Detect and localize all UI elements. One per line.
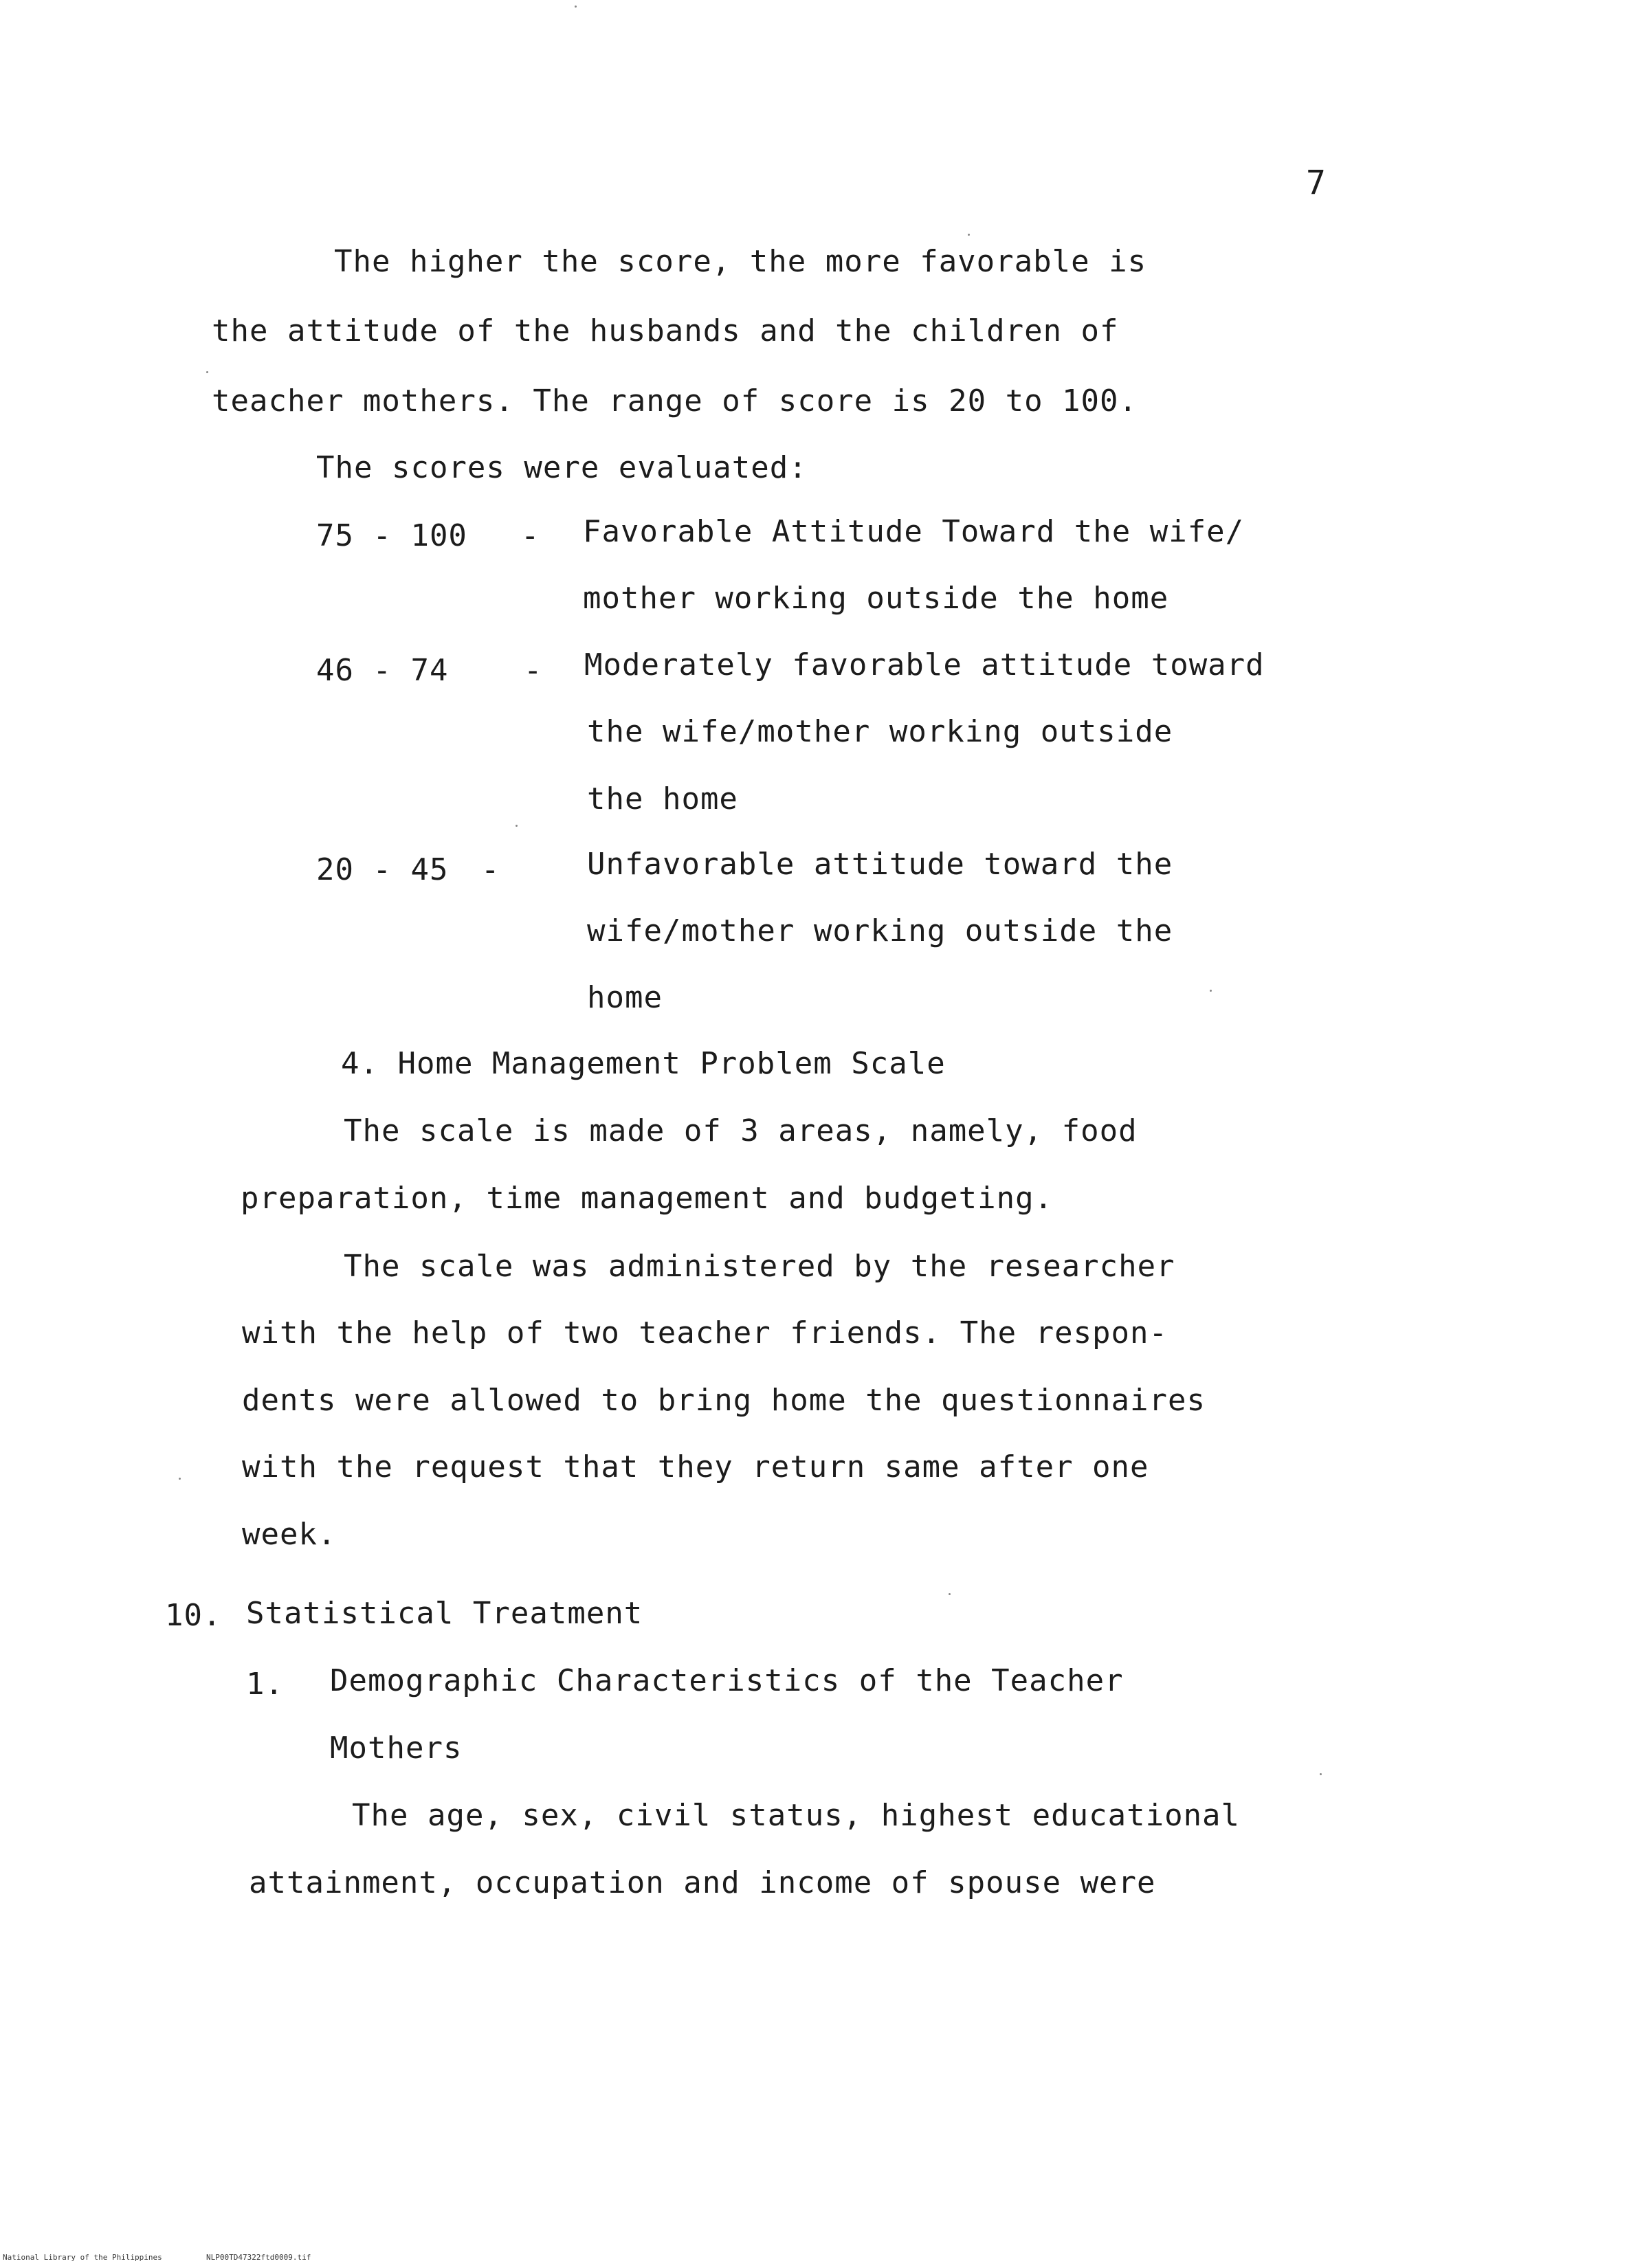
scan-speck xyxy=(968,234,970,236)
paragraph-line: The higher the score, the more favorable is xyxy=(334,244,1147,279)
scan-speck xyxy=(179,1478,181,1480)
score-range-dash: - xyxy=(481,852,500,887)
score-range-label: 20 - 45 xyxy=(316,852,449,887)
section-number: 10. xyxy=(165,1598,222,1633)
score-range-dash: - xyxy=(521,518,540,553)
scores-intro: The scores were evaluated: xyxy=(316,450,808,485)
score-range-description: Unfavorable attitude toward the xyxy=(587,847,1173,882)
scan-speck xyxy=(1320,1773,1322,1775)
paragraph-line: dents were allowed to bring home the questionnaires xyxy=(242,1383,1206,1418)
score-range-description: home xyxy=(587,980,663,1015)
footer-source: National Library of the Philippines xyxy=(3,2253,162,2262)
scan-speck xyxy=(516,825,518,827)
score-range-description: Favorable Attitude Toward the wife/ xyxy=(583,514,1245,549)
paragraph-line: week. xyxy=(242,1517,337,1552)
score-range-description: mother working outside the home xyxy=(583,581,1169,616)
paragraph-line: with the help of two teacher friends. The respon- xyxy=(242,1315,1168,1350)
scan-speck xyxy=(1210,990,1212,992)
subsection-heading: Demographic Characteristics of the Teacher xyxy=(330,1663,1124,1698)
paragraph-line: teacher mothers. The range of score is 20 to 100. xyxy=(212,383,1138,419)
paragraph-line: The scale was administered by the researcher xyxy=(344,1249,1175,1284)
section-heading: 4. Home Management Problem Scale xyxy=(341,1046,946,1081)
score-range-description: wife/mother working outside the xyxy=(587,913,1173,948)
page-number: 7 xyxy=(1306,164,1326,202)
paragraph-line: The scale is made of 3 areas, namely, food xyxy=(344,1113,1138,1148)
scan-speck xyxy=(575,5,577,8)
subsection-number: 1. xyxy=(246,1667,284,1702)
subsection-heading: Mothers xyxy=(330,1731,463,1766)
score-range-label: 75 - 100 xyxy=(316,518,467,553)
scan-speck xyxy=(206,371,208,373)
footer-filename: NLP00TD47322ftd0009.tif xyxy=(206,2253,311,2262)
score-range-label: 46 - 74 xyxy=(316,653,449,688)
paragraph-line: The age, sex, civil status, highest educational xyxy=(352,1798,1241,1833)
paragraph-line: attainment, occupation and income of spouse were xyxy=(249,1865,1156,1900)
paragraph-line: with the request that they return same after one xyxy=(242,1449,1149,1485)
score-range-description: the wife/mother working outside xyxy=(587,714,1173,749)
paragraph-line: the attitude of the husbands and the children of xyxy=(212,313,1119,348)
score-range-dash: - xyxy=(524,653,543,688)
paragraph-line: preparation, time management and budgeting. xyxy=(241,1181,1054,1216)
scan-speck xyxy=(949,1593,951,1595)
score-range-description: Moderately favorable attitude toward xyxy=(584,647,1265,682)
score-range-description: the home xyxy=(587,781,738,816)
section-heading: Statistical Treatment xyxy=(246,1596,643,1631)
